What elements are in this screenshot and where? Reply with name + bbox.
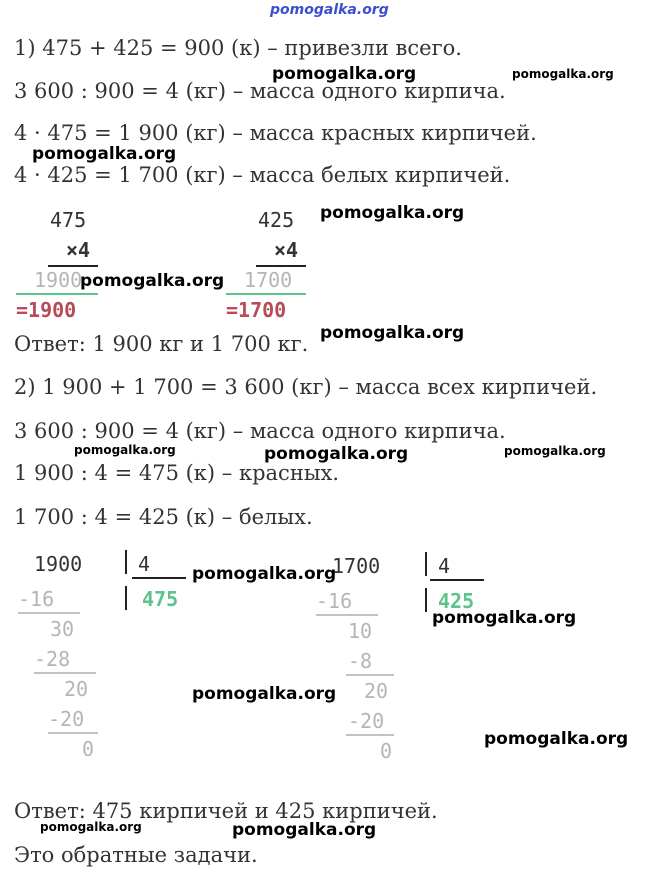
watermark: pomogalka.org	[232, 820, 377, 840]
mult1-multiplier: ×4	[66, 238, 91, 262]
div2-dividend: 1700	[332, 554, 381, 578]
div1-sub-1: -16	[18, 587, 55, 611]
watermark: pomogalka.org	[80, 271, 225, 291]
solution-line-9: 1 700 : 4 = 425 (к) – белых.	[14, 505, 313, 529]
watermark: pomogalka.org	[32, 144, 177, 164]
div2-divisor-rule	[430, 579, 484, 581]
mult2-sum-rule	[226, 293, 306, 295]
div1-rem-2: 20	[64, 677, 89, 701]
div1-dividend: 1900	[34, 552, 83, 576]
div1-divisor: 4	[138, 552, 151, 576]
div1-rule-3	[48, 732, 98, 734]
div1-rem-3: 0	[82, 737, 95, 761]
watermark: pomogalka.org	[432, 608, 577, 628]
conclusion-line: Это обратные задачи.	[14, 843, 258, 867]
div2-rule-3	[346, 734, 394, 736]
watermark: pomogalka.org	[504, 444, 606, 458]
div1-rule-2	[34, 672, 96, 674]
mult2-operand: 425	[258, 208, 295, 232]
mult1-result: =1900	[16, 298, 77, 322]
div2-rem-2: 20	[364, 679, 389, 703]
div1-divisor-rule	[132, 577, 186, 579]
mult2-multiplier: ×4	[274, 238, 299, 262]
mult2-result: =1700	[226, 298, 287, 322]
div2-sub-1: -16	[316, 589, 353, 613]
div2-rem-3: 0	[380, 739, 393, 763]
watermark: pomogalka.org	[192, 564, 337, 584]
div2-rule-1	[316, 614, 378, 616]
div1-rule-1	[18, 612, 80, 614]
div2-bar-bottom	[425, 588, 427, 612]
div1-sub-3: -20	[48, 707, 85, 731]
watermark: pomogalka.org	[40, 820, 142, 834]
mult2-rule	[256, 265, 306, 267]
div2-divisor: 4	[438, 554, 451, 578]
watermark: pomogalka.org	[74, 443, 176, 457]
solution-line-1: 1) 475 + 425 = 900 (к) – привезли всего.	[14, 36, 462, 60]
watermark-top: pomogalka.org	[270, 2, 389, 18]
watermark: pomogalka.org	[272, 64, 417, 84]
answer-line-1: Ответ: 1 900 кг и 1 700 кг.	[14, 332, 309, 356]
div1-rem-1: 30	[50, 617, 75, 641]
solution-line-6: 2) 1 900 + 1 700 = 3 600 (кг) – масса всех кирпичей.	[14, 375, 598, 399]
div2-bar-top	[425, 552, 427, 576]
div1-bar-bottom	[125, 586, 127, 610]
watermark: pomogalka.org	[512, 67, 614, 81]
solution-line-4: 4 · 425 = 1 700 (кг) – масса белых кирпичей.	[14, 163, 511, 187]
solution-line-7: 3 600 : 900 = 4 (кг) – масса одного кирпича.	[14, 419, 506, 443]
solution-line-2: 3 600 : 900 = 4 (кг) – масса одного кирпича.	[14, 79, 506, 103]
div1-quotient: 475	[142, 587, 179, 611]
div2-rem-1: 10	[348, 619, 373, 643]
mult1-sum-rule	[16, 293, 98, 295]
div1-sub-2: -28	[34, 647, 71, 671]
solution-line-8: 1 900 : 4 = 475 (к) – красных.	[14, 461, 340, 485]
mult1-rule	[48, 265, 98, 267]
watermark: pomogalka.org	[484, 729, 629, 749]
solution-line-3: 4 · 475 = 1 900 (кг) – масса красных кирпичей.	[14, 121, 537, 145]
watermark: pomogalka.org	[320, 323, 465, 343]
watermark: pomogalka.org	[264, 444, 409, 464]
watermark: pomogalka.org	[192, 684, 337, 704]
watermark: pomogalka.org	[320, 203, 465, 223]
mult2-partial: 1700	[244, 268, 293, 292]
mult1-operand: 475	[50, 208, 87, 232]
answer-line-2: Ответ: 475 кирпичей и 425 кирпичей.	[14, 799, 438, 823]
div2-sub-3: -20	[348, 709, 385, 733]
mult1-partial: 1900	[34, 268, 83, 292]
div2-sub-2: -8	[348, 649, 373, 673]
div2-quotient: 425	[438, 589, 475, 613]
div1-bar-top	[125, 550, 127, 574]
div2-rule-2	[346, 674, 394, 676]
